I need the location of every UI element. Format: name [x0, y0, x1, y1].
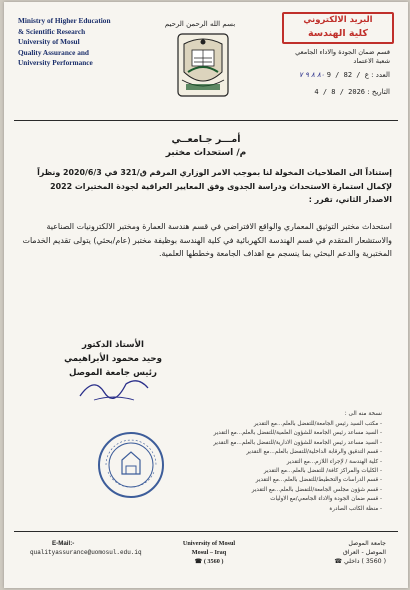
- footer-phone-ar: ( 3560 ) داخلي ☎: [334, 558, 386, 565]
- reference-value: ع / 82 / 9: [326, 71, 369, 79]
- header-line: Ministry of Higher Education: [18, 16, 111, 25]
- reference-number: [299, 71, 390, 79]
- stamp-line: البريد الالكتروني: [303, 15, 373, 25]
- order-subject: م/ استحداث مختبر: [165, 148, 247, 158]
- cc-list: [172, 420, 382, 514]
- lab-establishment-paragraph: استحداث مختبر التوثيق المعماري والواقع الافتراضي في قسم هندسة العمارة ومختبر الالكترونيات الصناعية والاستشعار المتقدم في قسم الهندسة الكهربائية في كلية الهندسة بوظيفة مختبر (عام/بحثي) يتولى تقديم الخدمات المختبرية والدعم البحثي بما ينسجم مع اهداف الجامعة وخططها العلمية.: [22, 222, 392, 258]
- stamp-line: كلية الهندسة: [308, 28, 368, 39]
- date-label: التاريخ :: [367, 88, 390, 96]
- header-line: & Scientific Research: [18, 26, 86, 36]
- date-value: 2026 / 8 / 4: [314, 88, 365, 96]
- signatory-position: رئيس جامعة الموصل: [69, 368, 157, 378]
- footer-phone: ☎ ( 3560 ): [194, 558, 224, 565]
- cc-item: - مكتب السيد رئيس الجامعة/للتفضل بالعلم...مع التقدير: [172, 420, 382, 429]
- header-divider: [14, 120, 398, 121]
- header-line: University Performance: [18, 58, 93, 68]
- email-label: E-Mail:-: [52, 540, 75, 547]
- footer-english-address: [164, 539, 254, 566]
- footer-arabic-address: [316, 539, 386, 566]
- cc-item: - قسم ضمان الجودة والاداء الجامعي/مع الاوليات: [172, 495, 382, 504]
- cc-item: - قسم الدراسات والتخطيط/للتفضل بالعلم...مع التقدير: [172, 476, 382, 485]
- cc-item: - الكليات والمراكز كافة/ للتفضل بالعلم...مع التقدير: [172, 467, 382, 476]
- cc-item: - قسم التدقيق والرقابة الداخلية/للتفضل بالعلم...مع التقدير: [172, 448, 382, 457]
- footer-phone-number-ar: ( 3560 ) داخلي: [344, 558, 386, 565]
- cc-item: - السيد مساعد رئيس الجامعة للشؤون العلمية/للتفضل بالعلم...مع التقدير: [172, 429, 382, 438]
- cc-item: - قسم شؤون مجلس الجامعة/للتفضل بالعلم...مع التقدير: [172, 486, 382, 495]
- department-line: قسم ضمان الجودة والاداء الجامعي: [295, 48, 390, 56]
- footer-city-ar: الموصل - العراق: [342, 549, 386, 556]
- email-address: qualityassurance@uomosul.edu.iq: [30, 549, 142, 556]
- footer-university: University of Mosul: [182, 540, 236, 547]
- footer-email: [30, 539, 150, 557]
- bismillah: بسم الله الرحمن الرحيم: [164, 20, 236, 28]
- footer-city: Mosul – Iraq: [191, 549, 227, 556]
- division-line: شعبة الاعتماد: [353, 57, 390, 65]
- footer-divider: [14, 531, 398, 532]
- signatory-name: وحيد محمود الأبراهيمي: [64, 354, 162, 364]
- english-header: [18, 16, 138, 69]
- official-round-stamp: [96, 430, 166, 500]
- reference-label: العدد :: [371, 71, 390, 79]
- footer-university-ar: جامعة الموصل: [348, 540, 386, 547]
- signatory-title: الأستاذ الدكتور: [82, 340, 144, 350]
- document-page: [4, 2, 408, 588]
- reference-handwritten: ٨٠ ٨ ٩ ٧: [298, 71, 325, 79]
- cc-title: نسخة منه الى :: [344, 411, 382, 417]
- cc-item: - منظة الكاتب الصادرة: [172, 505, 382, 514]
- header-line: University of Mosul: [18, 37, 80, 47]
- header-line: Quality Assurance and: [18, 47, 89, 57]
- cc-item: - السيد مساعد رئيس الجامعة للشؤون الادارية/للتفضل بالعلم...مع التقدير: [172, 439, 382, 448]
- decision-paragraph: إستناداً الى الصلاحيات المخولة لنا بموجب الامر الوزاري المرقم ق/321 في 2020/6/3 ونظراً لإكمال استمارة الاستحداث ودراسة الجدوى وفق المعايير العراقية لجودة المختبرات 2022 الاصدار الثاني، تقرر :: [37, 168, 392, 204]
- email-stamp: [282, 12, 394, 44]
- footer-phone-number: ( 3560 ): [203, 558, 224, 565]
- university-logo: [170, 32, 236, 100]
- cc-item: - كلية الهندسة / لإجراء اللازم...مع التقدير: [172, 458, 382, 467]
- order-title: أمـــر جـامعــي: [171, 134, 241, 145]
- document-date: [314, 88, 390, 96]
